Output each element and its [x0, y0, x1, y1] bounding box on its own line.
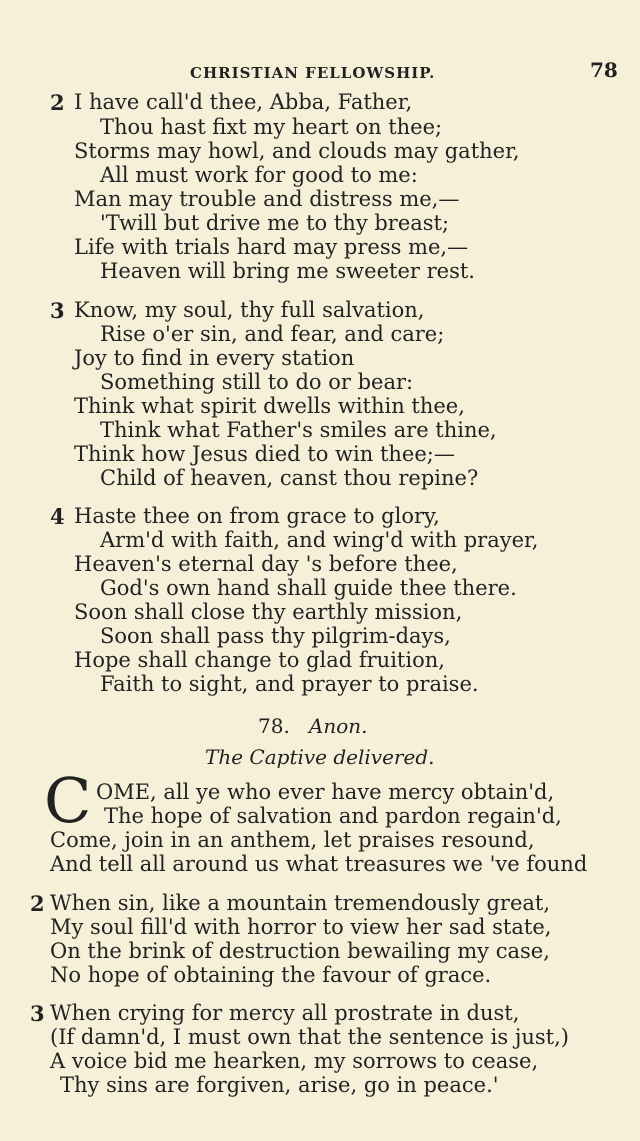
verse-line: Think what Father's smiles are thine, [100, 418, 497, 442]
verse-line: I have call'd thee, Abba, Father, [74, 90, 413, 114]
hymn-number: 78. [258, 714, 290, 738]
verse-line: Soon shall close thy earthly mission, [74, 600, 463, 624]
verse-line: OME, all ye who ever have mercy obtain'd, [96, 780, 555, 804]
verse-line: Haste thee on from grace to glory, [74, 504, 440, 528]
verse-line: Something still to do or bear: [100, 370, 414, 394]
verse-line: Soon shall pass thy pilgrim-days, [100, 624, 451, 648]
verse-line: Man may trouble and distress me,— [74, 187, 460, 211]
verse-line: When crying for mercy all prostrate in dust, [50, 1001, 520, 1025]
verse-line: No hope of obtaining the favour of grace. [50, 963, 492, 987]
verse-line: When sin, like a mountain tremendously great, [50, 891, 551, 915]
page-number: 78 [590, 58, 618, 82]
verse-line: Heaven will bring me sweeter rest. [100, 259, 475, 283]
stanza-number: 3 [30, 1001, 45, 1026]
verse-line: All must work for good to me: [100, 163, 418, 187]
running-header: CHRISTIAN FELLOWSHIP. [190, 64, 436, 82]
verse-line: A voice bid me hearken, my sorrows to cease, [50, 1049, 539, 1073]
hymn-subtitle: The Captive delivered. [205, 745, 435, 769]
verse-line: Thy sins are forgiven, arise, go in peace.' [60, 1073, 499, 1097]
verse-line: Thou hast fixt my heart on thee; [100, 115, 443, 139]
stanza-number: 2 [50, 90, 65, 115]
verse-line: Storms may howl, and clouds may gather, [74, 139, 520, 163]
verse-line: Hope shall change to glad fruition, [74, 648, 445, 672]
verse-line: Rise o'er sin, and fear, and care; [100, 322, 445, 346]
verse-line: Heaven's eternal day 's before thee, [74, 552, 458, 576]
verse-line: 'Twill but drive me to thy breast; [100, 211, 450, 235]
hymn-heading [258, 714, 368, 738]
verse-line: The hope of salvation and pardon regain'd, [104, 804, 562, 828]
verse-line: Come, join in an anthem, let praises resound, [50, 828, 535, 852]
verse-line: And tell all around us what treasures we 've found [50, 852, 588, 876]
drop-cap: C [44, 764, 92, 837]
verse-line: Joy to find in every station [74, 346, 355, 370]
verse-line: (If damn'd, I must own that the sentence is just,) [50, 1025, 569, 1049]
verse-line: Know, my soul, thy full salvation, [74, 298, 425, 322]
stanza-number: 2 [30, 891, 45, 916]
verse-line: Think what spirit dwells within thee, [74, 394, 465, 418]
hymn-author: Anon. [308, 714, 368, 738]
verse-line: On the brink of destruction bewailing my case, [50, 939, 550, 963]
stanza-number: 3 [50, 298, 65, 323]
verse-line: Think how Jesus died to win thee;— [74, 442, 455, 466]
verse-line: My soul fill'd with horror to view her sad state, [50, 915, 552, 939]
verse-line: Life with trials hard may press me,— [74, 235, 469, 259]
verse-line: Faith to sight, and prayer to praise. [100, 672, 479, 696]
verse-line: Arm'd with faith, and wing'd with prayer, [100, 528, 539, 552]
verse-line: Child of heaven, canst thou repine? [100, 466, 479, 490]
verse-line: God's own hand shall guide thee there. [100, 576, 517, 600]
stanza-number: 4 [50, 504, 65, 529]
